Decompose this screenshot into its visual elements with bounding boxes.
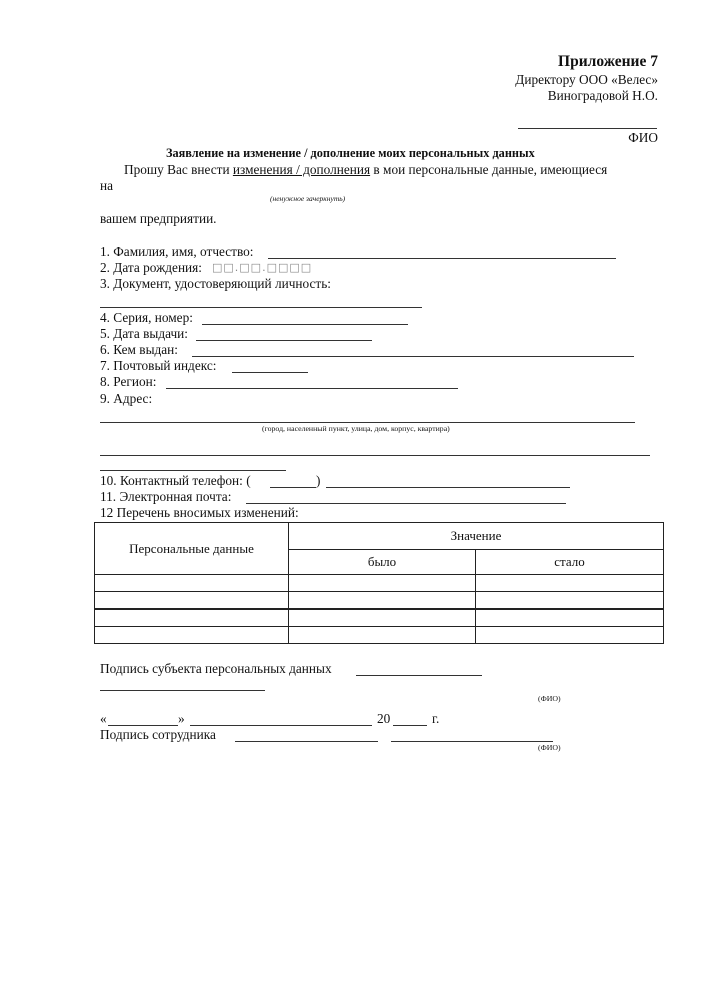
date-day-line[interactable] [108, 725, 178, 726]
field-region-label: 8. Регион: [100, 374, 157, 389]
document-title: Заявление на изменение / дополнение моих персональных данных [166, 146, 535, 160]
employee-signature-label: Подпись сотрудника [100, 727, 216, 742]
table-row [95, 592, 664, 610]
field-email-line[interactable] [246, 503, 566, 504]
field-id-doc-line[interactable] [100, 307, 422, 308]
header-value: Значение [289, 523, 664, 550]
table-row [95, 575, 664, 592]
intro-suffix: в мои персональные данные, имеющиеся [370, 162, 608, 177]
field-phone-label: 10. Контактный телефон: ( [100, 473, 251, 488]
intro-line3: вашем предприятии. [100, 211, 217, 226]
cell-was[interactable] [289, 609, 476, 627]
table-row [95, 627, 664, 644]
subject-fio-line[interactable] [100, 690, 265, 691]
date-year-prefix: 20 [377, 711, 391, 726]
subject-signature-label: Подпись субъекта персональных данных [100, 661, 332, 676]
changes-table [94, 522, 664, 644]
intro-line [124, 162, 607, 178]
field-series-line[interactable] [202, 324, 408, 325]
field-address-hint: (город, населенный пункт, улица, дом, корпус, квартира) [262, 424, 450, 433]
field-birthdate-mask[interactable]: □□.□□.□□□□ [212, 261, 313, 274]
field-birthdate-label: 2. Дата рождения: [100, 260, 202, 275]
field-phone-number-line[interactable] [326, 487, 570, 488]
field-postcode-line[interactable] [232, 372, 308, 373]
date-open-quote: « [100, 711, 107, 726]
cell-became[interactable] [476, 627, 664, 644]
addressee-line2: Виноградовой Н.О. [547, 88, 658, 103]
field-fullname-label: 1. Фамилия, имя, отчество: [100, 244, 254, 259]
field-address-label: 9. Адрес: [100, 391, 153, 406]
cell-was[interactable] [289, 627, 476, 644]
cell-was[interactable] [289, 575, 476, 592]
header-became: стало [476, 550, 664, 575]
table-row [95, 609, 664, 627]
date-year-suffix: г. [432, 711, 440, 726]
field-email-label: 11. Электронная почта: [100, 489, 232, 504]
field-issued-by-line[interactable] [192, 356, 634, 357]
cell-personal[interactable] [95, 592, 289, 610]
field-address-line1[interactable] [100, 422, 635, 423]
field-issue-date-label: 5. Дата выдачи: [100, 326, 188, 341]
employee-fio-hint: (ФИО) [538, 743, 561, 752]
field-id-doc-label: 3. Документ, удостоверяющий личность: [100, 276, 331, 291]
header-was: было [289, 550, 476, 575]
field-fullname-line[interactable] [268, 258, 616, 259]
employee-fio-line[interactable] [391, 741, 553, 742]
subject-signature-line[interactable] [356, 675, 482, 676]
field-series-label: 4. Серия, номер: [100, 310, 193, 325]
cell-became[interactable] [476, 609, 664, 627]
applicant-fio-line[interactable] [518, 128, 657, 129]
fio-label: ФИО [628, 130, 658, 145]
cell-personal[interactable] [95, 575, 289, 592]
strike-hint: (ненужное зачеркнуть) [270, 194, 346, 203]
field-address-line2[interactable] [100, 455, 650, 456]
intro-prefix: Прошу Вас внести [124, 162, 233, 177]
intro-options: изменения / дополнения [232, 162, 371, 177]
field-issued-by-label: 6. Кем выдан: [100, 342, 178, 357]
cell-became[interactable] [476, 575, 664, 592]
addressee-line1: Директору ООО «Велес» [515, 72, 658, 87]
date-year-line[interactable] [393, 725, 427, 726]
field-postcode-label: 7. Почтовый индекс: [100, 358, 217, 373]
header-personal-data: Персональные данные [95, 523, 289, 575]
field-address-line3[interactable] [100, 470, 286, 471]
appendix-title: Приложение 7 [558, 53, 658, 70]
date-month-line[interactable] [190, 725, 372, 726]
cell-personal[interactable] [95, 609, 289, 627]
field-changes-label: 12 Перечень вносимых изменений: [100, 505, 299, 520]
subject-fio-hint: (ФИО) [538, 694, 561, 703]
employee-signature-line[interactable] [235, 741, 378, 742]
field-region-line[interactable] [166, 388, 458, 389]
cell-personal[interactable] [95, 627, 289, 644]
date-close-quote: » [178, 711, 185, 726]
field-phone-paren: ) [316, 473, 321, 488]
cell-was[interactable] [289, 592, 476, 610]
cell-became[interactable] [476, 592, 664, 610]
field-phone-code-line[interactable] [270, 487, 316, 488]
field-issue-date-line[interactable] [196, 340, 372, 341]
intro-line2: на [100, 178, 114, 193]
